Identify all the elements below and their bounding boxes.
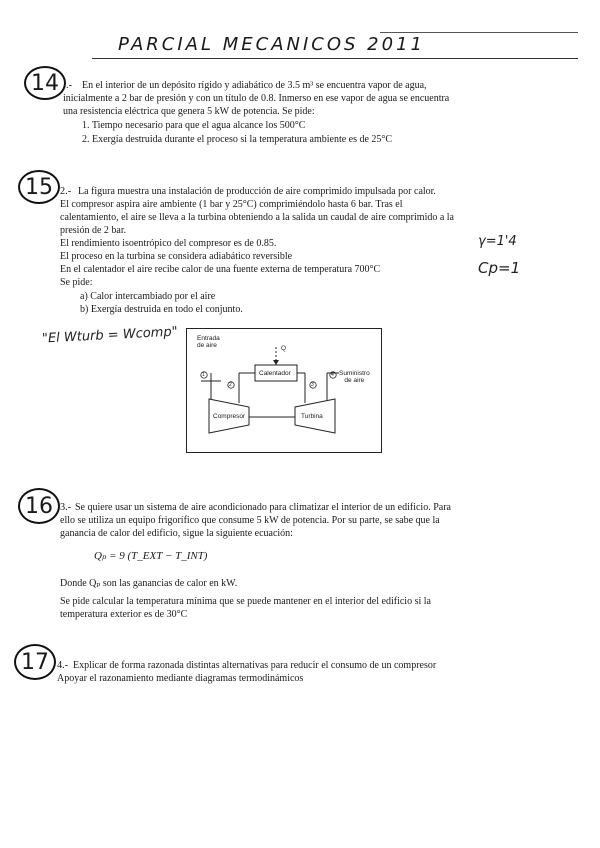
q15-line-5: El rendimiento isoentrópico del compresor es de 0.85. — [60, 238, 277, 249]
label-q: Q — [281, 345, 287, 352]
q15-number: 2.- — [60, 186, 72, 197]
label-turbina: Turbina — [301, 413, 323, 420]
label-suministro-2: de aire — [344, 377, 365, 384]
q15-line-6: El proceso en la turbina se considera adiabático reversible — [60, 251, 293, 262]
q16-line-1: Se quiere usar un sistema de aire acondicionado para climatizar el interior de un edificio. Para — [75, 502, 451, 513]
q16-ask-1: Se pide calcular la temperatura mínima que se puede mantener en el interior del edificio si la — [60, 596, 431, 607]
q16-number: 3.- — [60, 502, 72, 513]
label-suministro — [339, 370, 370, 384]
label-point-3: 3 — [311, 382, 314, 388]
label-entrada-2: de aire — [197, 342, 217, 349]
q17-number: 4.- — [57, 660, 69, 671]
header-rule — [92, 58, 578, 59]
label-point-4: 4 — [331, 372, 334, 378]
q15-line-1: La figura muestra una instalación de producción de aire comprimido impulsada por calor. — [78, 186, 436, 197]
heat-arrowhead — [273, 360, 279, 365]
q14-number: .- — [66, 80, 73, 91]
question-mark-16: 16 — [18, 488, 60, 524]
q14-item-2: 2. Exergía destruida durante el proceso si la temperatura ambiente es de 25°C — [82, 134, 393, 145]
label-suministro-1: Suministro — [339, 370, 370, 377]
q16-equation: Qₚ = 9 (T_EXT − T_INT) — [94, 550, 208, 562]
question-mark-15: 15 — [18, 170, 60, 204]
handwritten-gamma: γ=1'4 — [478, 234, 517, 249]
q15-line-2: El compresor aspira aire ambiente (1 bar y 25°C) comprimiéndolo hasta 6 bar. Tras el — [60, 199, 403, 210]
q15-item-a: a) Calor intercambiado por el aire — [80, 291, 216, 302]
label-entrada-1: Entrada — [197, 335, 220, 342]
handwritten-cp: Cp=1 — [478, 259, 521, 277]
q14-item-1: 1. Tiempo necesario para que el agua alcance los 500°C — [82, 120, 306, 131]
q16-ask-2: temperatura exterior es de 30°C — [60, 609, 188, 620]
question-mark-17: 17 — [14, 644, 56, 680]
q16-where: Donde Qₚ son las ganancias de calor en kW. — [60, 578, 238, 589]
q14-line-3: una resistencia eléctrica que genera 5 kW de potencia. Se pide: — [63, 106, 315, 117]
q15-line-4: presión de 2 bar. — [60, 225, 127, 236]
question-mark-14: 14 — [24, 66, 66, 100]
label-point-1: 1 — [202, 372, 205, 378]
q15-line-3: calentamiento, el aire se lleva a la turbina obteniendo a la salida un caudal de aire comprimido a la — [60, 212, 454, 223]
q17-line-1: Explicar de forma razonada distintas alternativas para reducir el consumo de un compresor — [73, 660, 437, 671]
q15-line-7: En el calentador el aire recibe calor de una fuente externa de temperatura 700°C — [60, 264, 381, 275]
header-rule-top — [380, 32, 578, 33]
label-calentador: Calentador — [259, 370, 291, 377]
handwritten-header-title: PARCIAL MECANICOS 2011 — [118, 34, 425, 55]
q16-line-3: ganancia de calor del edificio, sigue la siguiente ecuación: — [60, 528, 293, 539]
q15-line-8: Se pide: — [60, 277, 93, 288]
label-point-2: 2 — [229, 382, 232, 388]
process-figure — [186, 328, 382, 453]
q15-item-b: b) Exergía destruida en todo el conjunto. — [80, 304, 243, 315]
q14-line-2: inicialmente a 2 bar de presión y con un título de 0.8. Inmerso en ese vapor de agua se encuentra — [63, 93, 450, 104]
handwritten-work-note: "El Wturb = Wcomp" — [41, 324, 179, 347]
label-entrada — [197, 335, 220, 349]
q17-line-2: Apoyar el razonamiento mediante diagramas termodinámicos — [57, 673, 304, 684]
q16-line-2: ello se utiliza un equipo frigorífico que consume 5 kW de potencia. Por su parte, se sabe que la — [60, 515, 440, 526]
q14-line-1: En el interior de un depósito rígido y adiabático de 3.5 m³ se encuentra vapor de agua, — [82, 80, 427, 91]
label-compresor: Compresor — [213, 413, 246, 420]
